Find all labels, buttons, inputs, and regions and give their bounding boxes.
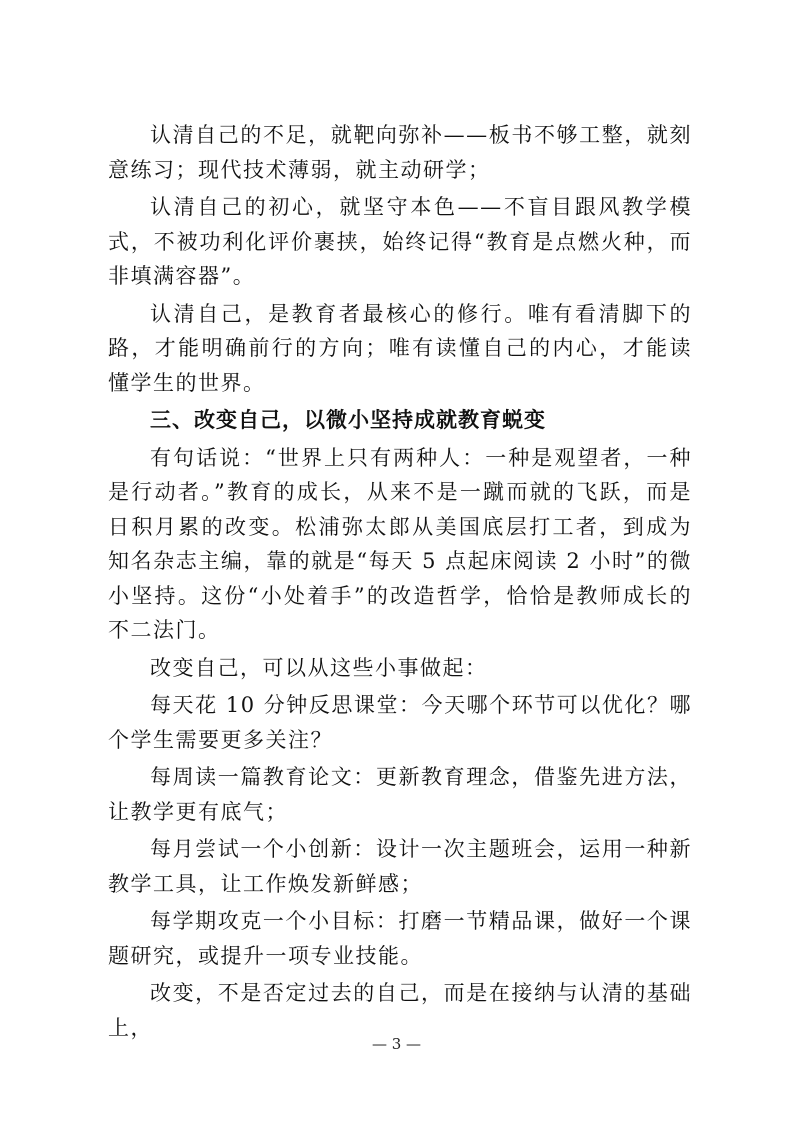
paragraph: 每学期攻克一个小目标：打磨一节精品课，做好一个课题研究，或提升一项专业技能。	[108, 909, 692, 968]
paragraph: 改变自己，可以从这些小事做起：	[150, 655, 488, 680]
paragraph: 每天花 10 分钟反思课堂：今天哪个环节可以优化？哪个学生需要更多关注？	[108, 693, 692, 752]
paragraph: 认清自己的初心，就坚守本色——不盲目跟风教学模式，不被功利化评价裹挟，始终记得“教育是点燃火种，而非填满容器”。	[108, 195, 692, 288]
paragraph: 有句话说：“世界上只有两种人：一种是观望者，一种是行动者。”教育的成长，从来不是一蹴而就的飞跃，而是日积月累的改变。松浦弥太郎从美国底层打工者，到成为知名杂志主编，靠的就是“每天 5 点起床阅读 2 小时”的微小坚持。这份“小处着手”的改造哲学，恰恰是教师成长的不二法门。	[108, 445, 692, 642]
paragraph: 认清自己的不足，就靶向弥补——板书不够工整，就刻意练习；现代技术薄弱，就主动研学；	[108, 123, 692, 182]
section-heading: 三、改变自己，以微小坚持成就教育蜕变	[150, 408, 546, 432]
paragraph: 认清自己，是教育者最核心的修行。唯有看清脚下的路，才能明确前行的方向；唯有读懂自己的内心，才能读懂学生的世界。	[108, 301, 692, 395]
document-body	[108, 118, 692, 1048]
paragraph: 每周读一篇教育论文：更新教育理念，借鉴先进方法，让教学更有底气；	[108, 765, 692, 824]
paragraph: 改变，不是否定过去的自己，而是在接纳与认清的基础上，	[108, 981, 692, 1040]
paragraph: 每月尝试一个小创新：设计一次主题班会，运用一种新教学工具，让工作焕发新鲜感；	[108, 837, 692, 896]
page-number: — 3 —	[371, 1035, 422, 1053]
